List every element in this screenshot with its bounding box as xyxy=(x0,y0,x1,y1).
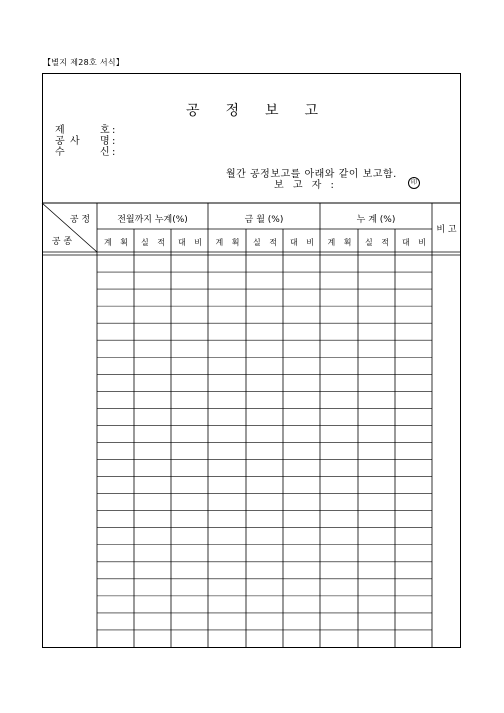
meta-field-2: 수 신 : xyxy=(55,147,116,158)
sub-header: 대 비 xyxy=(178,238,205,247)
group-header: 금 월 (%) xyxy=(244,215,284,225)
meta-field-label: 제 호 xyxy=(55,125,110,136)
sub-header: 계 획 xyxy=(215,238,243,247)
corner-label-process: 공 정 xyxy=(69,215,91,225)
sub-header: 실 적 xyxy=(365,238,392,247)
corner-label-work-type: 공 종 xyxy=(51,237,73,247)
reporter-label: 보 고 자 : xyxy=(274,180,337,191)
group-header: 누 계 (%) xyxy=(356,215,396,225)
page-title: 공정보고 xyxy=(185,103,345,119)
sub-header: 계 획 xyxy=(104,238,131,247)
sub-header: 계 획 xyxy=(327,238,355,247)
group-header: 전월까지 누계(%) xyxy=(117,215,188,225)
meta-field-label: 공 사 명 xyxy=(55,136,110,147)
notice-text: 월간 공정보고를 아래와 같이 보고함. xyxy=(226,169,397,180)
meta-field-1: 공 사 명 : xyxy=(55,136,116,147)
sub-header: 실 적 xyxy=(141,238,168,247)
form-code: 【별지 제28호 서식】 xyxy=(43,58,125,67)
sub-header: 대 비 xyxy=(290,238,317,247)
remarks-header: 비 고 xyxy=(436,225,457,235)
meta-field-0: 제 호 : xyxy=(55,125,116,136)
sub-header: 대 비 xyxy=(402,238,429,247)
sub-header: 실 적 xyxy=(253,238,280,247)
meta-field-label: 수 신 xyxy=(55,147,110,158)
seal-icon: 印 xyxy=(408,177,420,189)
